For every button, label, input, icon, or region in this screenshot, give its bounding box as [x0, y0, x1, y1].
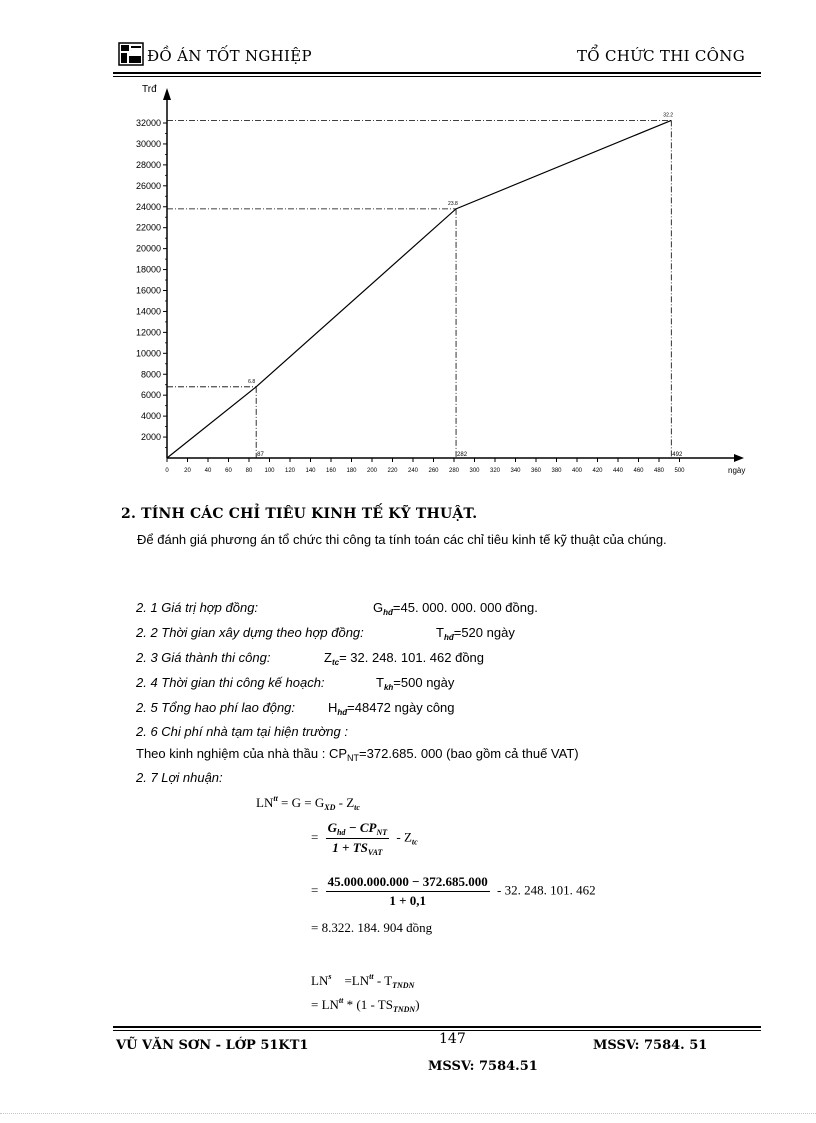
x-tick-label: 120 [284, 468, 296, 474]
fraction-formula: $\frac{G_{hd} - CP_{NT}}{1 + TS_{VAT}}$ [327, 820, 388, 857]
x-axis-arrow [734, 454, 744, 462]
indicator-label: 2. 6 Chi phí nhà tạm tại hiện trường : [136, 724, 348, 739]
x-tick-label: 100 [264, 468, 275, 474]
x-tick-label: 160 [325, 468, 337, 474]
x-tick-label: 0 [165, 468, 169, 474]
indicator-label: 2. 5 Tổng hao phí lao động: [136, 700, 296, 715]
indicator-item [136, 700, 455, 717]
indicator-label: 2. 1 Giá trị hợp đồng: [136, 600, 259, 615]
cost-line [167, 120, 671, 458]
x-tick-label: 500 [674, 468, 685, 474]
indicator-value: $T_{kh}=500$ ngày [376, 675, 455, 692]
y-tick-label: 24000 [135, 201, 161, 212]
indicator-value: $Z_{tc}= 32$. 248. 101. 462 đồng [324, 650, 485, 667]
y-tick-label: 30000 [135, 138, 161, 149]
indicator-item [136, 675, 455, 692]
y-tick-label: 20000 [135, 243, 161, 254]
equation-6: = $LN^{tt} * (1 - TS_{TNDN})$ [311, 996, 420, 1014]
point-label: 23.8 [448, 200, 458, 207]
y-tick-label: 6000 [140, 390, 161, 401]
y-tick-label: 16000 [135, 285, 161, 296]
y-tick-label: 18000 [135, 264, 161, 275]
x-tick-label: 40 [204, 468, 212, 474]
indicator-value: $H_{hđ}=48472$ ngày công [328, 700, 455, 717]
y-tick-label: 22000 [135, 222, 161, 233]
cost-chart [112, 80, 762, 480]
y-tick-label: 32000 [135, 118, 161, 128]
section-intro: Để đánh giá phương án tổ chức thi công ta tính toán các chỉ tiêu kinh tế kỹ thuật của chúng. [137, 532, 667, 547]
point-label: 32.2 [663, 112, 674, 119]
x-tick-label: 460 [633, 468, 644, 474]
x-tick-label: 80 [245, 468, 253, 474]
x-tick-label: 380 [551, 468, 562, 474]
point-label: 6.8 [248, 378, 256, 385]
equation-1: $LN^{tt} = G = G_{XD} - Z_{tc}$ [256, 794, 360, 812]
profit-label: 2. 7 Lợi nhuận: [136, 770, 223, 785]
header-left-title: ĐỒ ÁN TỐT NGHIỆP [147, 47, 312, 65]
indicator-item [136, 724, 348, 739]
footer-mssv-bottom: MSSV: 7584.51 [428, 1059, 538, 1074]
y-tick-label: 14000 [135, 306, 161, 317]
indicator-item [136, 625, 515, 642]
y-tick-label: 8000 [140, 369, 161, 380]
y-tick-label: 2000 [140, 432, 161, 443]
marker-x-label: 492 [672, 452, 683, 458]
x-tick-label: 140 [305, 468, 316, 474]
x-tick-label: 480 [653, 468, 665, 474]
indicator-item [136, 600, 538, 617]
y-tick-label: 12000 [135, 327, 161, 338]
equation-4: = 8.322. 184. 904 đồng [311, 920, 433, 935]
x-axis-label: ngày [728, 466, 746, 475]
y-axis-arrow [163, 88, 171, 100]
indicator-label: 2. 2 Thời gian xây dựng theo hợp đồng: [136, 625, 364, 640]
marker-x-label: 282 [457, 452, 468, 458]
x-tick-label: 240 [407, 468, 419, 474]
fraction-numeric: $\frac{45.000.000.000 - 372.685.000}{1 + 0,1}$ [327, 874, 488, 908]
equation-3: = $\frac{45.000.000.000 - 372.685.000}{1 + 0,1}$ - 32. 248. 101. 462 [311, 874, 596, 908]
indicator-label: 2. 3 Giá thành thi công: [136, 650, 271, 665]
footer-rule-thin [113, 1030, 761, 1031]
footer-author: VŨ VĂN SƠN - LỚP 51KT1 [116, 1038, 309, 1053]
y-axis-label: Trđ [142, 84, 157, 95]
indicator-value: $T_{hđ}=520$ ngày [436, 625, 515, 642]
x-tick-label: 340 [510, 468, 521, 474]
page-number: 147 [439, 1031, 466, 1047]
x-tick-label: 420 [592, 468, 603, 474]
logo-icon [118, 42, 144, 66]
x-tick-label: 200 [366, 468, 378, 474]
x-tick-label: 400 [571, 468, 583, 474]
x-tick-label: 300 [469, 468, 480, 474]
y-tick-label: 28000 [135, 159, 161, 170]
y-tick-label: 4000 [140, 411, 161, 422]
x-tick-label: 180 [346, 468, 357, 474]
equation-5: $LN^s$ $=LN^{tt} - T_{TNDN}$ [311, 972, 415, 990]
nhatam-line: Theo kinh nghiệm của nhà thầu : $CP_{NT}=372.685$. 000 (bao gồm cả thuế VAT) [136, 746, 579, 763]
indicator-label: 2. 4 Thời gian thi công kế hoạch: [136, 675, 325, 690]
marker-x-label: 87 [257, 452, 264, 458]
section-title: 2. TÍNH CÁC CHỈ TIÊU KINH TẾ KỸ THUẬT. [121, 506, 478, 522]
x-tick-label: 260 [428, 468, 439, 474]
y-tick-label: 10000 [135, 348, 161, 359]
x-tick-label: 60 [225, 468, 232, 474]
x-tick-label: 360 [530, 468, 542, 474]
indicator-item [136, 650, 485, 667]
indicator-value: $G_{hđ}=45$. 000. 000. 000 đồng. [373, 600, 538, 617]
x-tick-label: 280 [448, 468, 460, 474]
x-tick-label: 440 [612, 468, 624, 474]
equation-2: = $\frac{G_{hd} - CP_{NT}}{1 + TS_{VAT}}$ - $Z_{tc}$ [311, 820, 418, 857]
header-rule [113, 72, 761, 74]
page-edge [0, 1113, 816, 1114]
footer-mssv: MSSV: 7584. 51 [593, 1038, 708, 1053]
x-tick-label: 20 [184, 468, 191, 474]
x-tick-label: 320 [489, 468, 501, 474]
header-right-title: TỔ CHỨC THI CÔNG [577, 47, 745, 65]
y-tick-label: 26000 [135, 180, 161, 191]
header-rule-thin [113, 76, 761, 77]
x-tick-label: 220 [387, 468, 398, 474]
footer-rule [113, 1026, 761, 1028]
